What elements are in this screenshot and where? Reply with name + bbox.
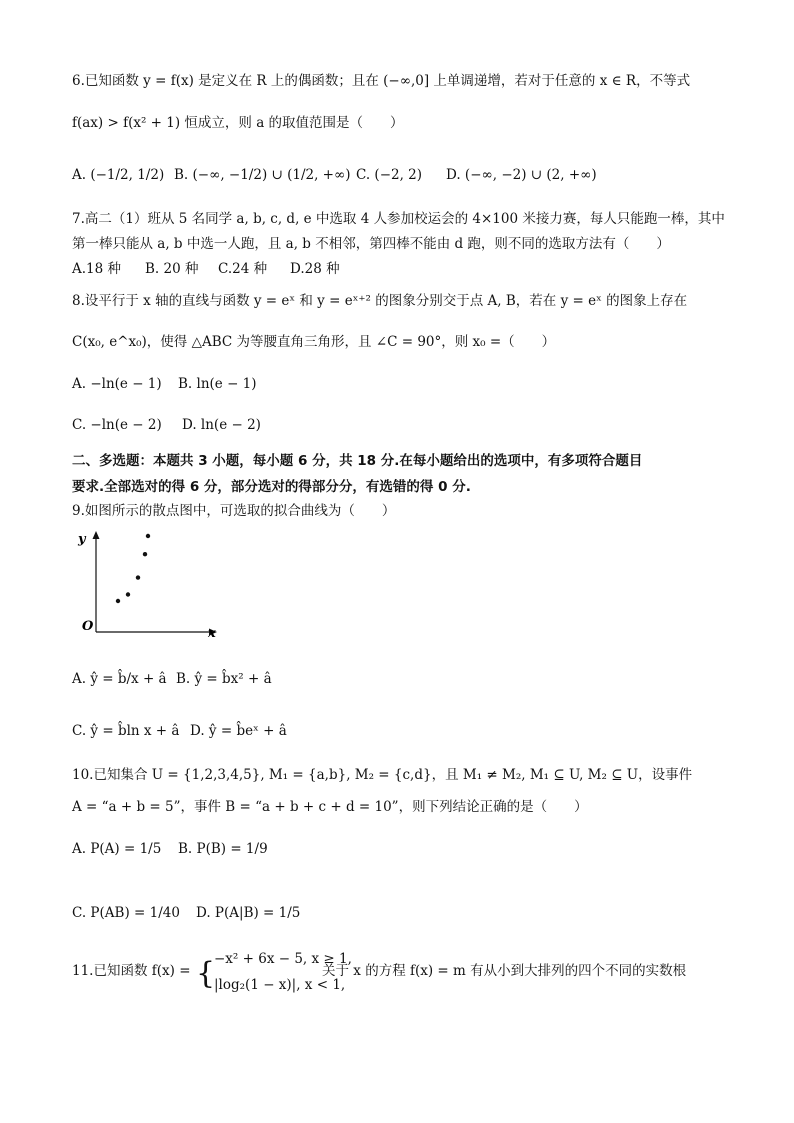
q6-line1: 6.已知函数 y = f(x) 是定义在 R 上的偶函数；且在 (−∞,0] 上单调递增，若对于任意的 x ∈ R，不等式: [72, 73, 691, 89]
q7-line1: 7.高二（1）班从 5 名同学 a, b, c, d, e 中选取 4 人参加校运会的 4×100 米接力赛，每人只能跑一棒，其中: [72, 211, 725, 227]
section2-heading-line1: 二、多选题：本题共 3 小题，每小题 6 分，共 18 分.在每小题给出的选项中，有多项符合题目: [72, 453, 643, 469]
q8-option-a: A. −ln(e − 1): [72, 376, 162, 392]
q11-case2: |log₂(1 − x)|, x < 1,: [214, 977, 346, 993]
q7-option-d: D.28 种: [290, 261, 340, 277]
q11-prefix: 11.已知函数 f(x) =: [72, 963, 191, 979]
q9-line1: 9.如图所示的散点图中，可选取的拟合曲线为（ ）: [72, 503, 396, 519]
q6-line2: f(ax) > f(x² + 1) 恒成立，则 a 的取值范围是（ ）: [72, 115, 404, 131]
scatter-point-1: [116, 599, 120, 603]
scatter-point-5: [146, 534, 150, 538]
q10-option-a: A. P(A) = 1/5: [72, 841, 162, 857]
q9-option-c: C. ŷ = b̂ln x + â: [72, 723, 180, 739]
section2-heading-line2: 要求.全部选对的得 6 分，部分选对的得部分分，有选错的得 0 分.: [72, 479, 471, 495]
q10-option-b: B. P(B) = 1/9: [178, 841, 268, 857]
q8-option-b: B. ln(e − 1): [178, 376, 257, 392]
scatter-point-4: [143, 552, 147, 556]
q10-option-d: D. P(A|B) = 1/5: [196, 905, 301, 921]
scatter-point-2: [126, 592, 130, 596]
q8-option-c: C. −ln(e − 2): [72, 417, 162, 433]
q6-option-b: B. (−∞, −1/2) ∪ (1/2, +∞): [174, 167, 351, 183]
q6-option-a: A. (−1/2, 1/2): [72, 167, 165, 183]
q11-brace: {: [196, 956, 216, 991]
q6-option-c: C. (−2, 2): [356, 167, 423, 183]
q7-line2: 第一棒只能从 a, b 中选一人跑，且 a, b 不相邻，第四棒不能由 d 跑，则不同的选取方法有（ ）: [72, 236, 670, 252]
q8-line1: 8.设平行于 x 轴的直线与函数 y = eˣ 和 y = eˣ⁺² 的图象分别交于点 A, B，若在 y = eˣ 的图象上存在: [72, 293, 688, 309]
q6-option-d: D. (−∞, −2) ∪ (2, +∞): [446, 167, 597, 183]
q9-option-a: A. ŷ = b̂/x + â: [72, 671, 167, 687]
q8-option-d: D. ln(e − 2): [182, 417, 261, 433]
q7-option-b: B. 20 种: [145, 261, 199, 277]
q8-line2: C(x₀, e^x₀)，使得 △ABC 为等腰直角三角形，且 ∠C = 90°，则 x₀ =（ ）: [72, 334, 556, 350]
q7-option-c: C.24 种: [218, 261, 268, 277]
q10-line2: A = “a + b = 5”，事件 B = “a + b + c + d = 10”，则下列结论正确的是（ ）: [72, 799, 588, 815]
origin-label: O: [82, 619, 94, 634]
q10-line1: 10.已知集合 U = {1,2,3,4,5}, M₁ = {a,b}, M₂ = {c,d}，且 M₁ ≠ M₂, M₁ ⊆ U, M₂ ⊆ U，设事件: [72, 767, 693, 783]
y-axis-label: y: [78, 532, 86, 547]
q9-option-d: D. ŷ = b̂eˣ + â: [190, 723, 287, 739]
scatter-plot: [72, 528, 224, 644]
x-axis-label: x: [208, 626, 216, 641]
q11-suffix: 关于 x 的方程 f(x) = m 有从小到大排列的四个不同的实数根: [322, 963, 687, 979]
q9-option-b: B. ŷ = b̂x² + â: [176, 671, 272, 687]
scatter-point-3: [136, 575, 140, 579]
q11-case1: −x² + 6x − 5, x ≥ 1,: [214, 951, 352, 967]
q10-option-c: C. P(AB) = 1/40: [72, 905, 180, 921]
q9-scatter-figure: [72, 528, 224, 644]
q7-option-a: A.18 种: [72, 261, 122, 277]
